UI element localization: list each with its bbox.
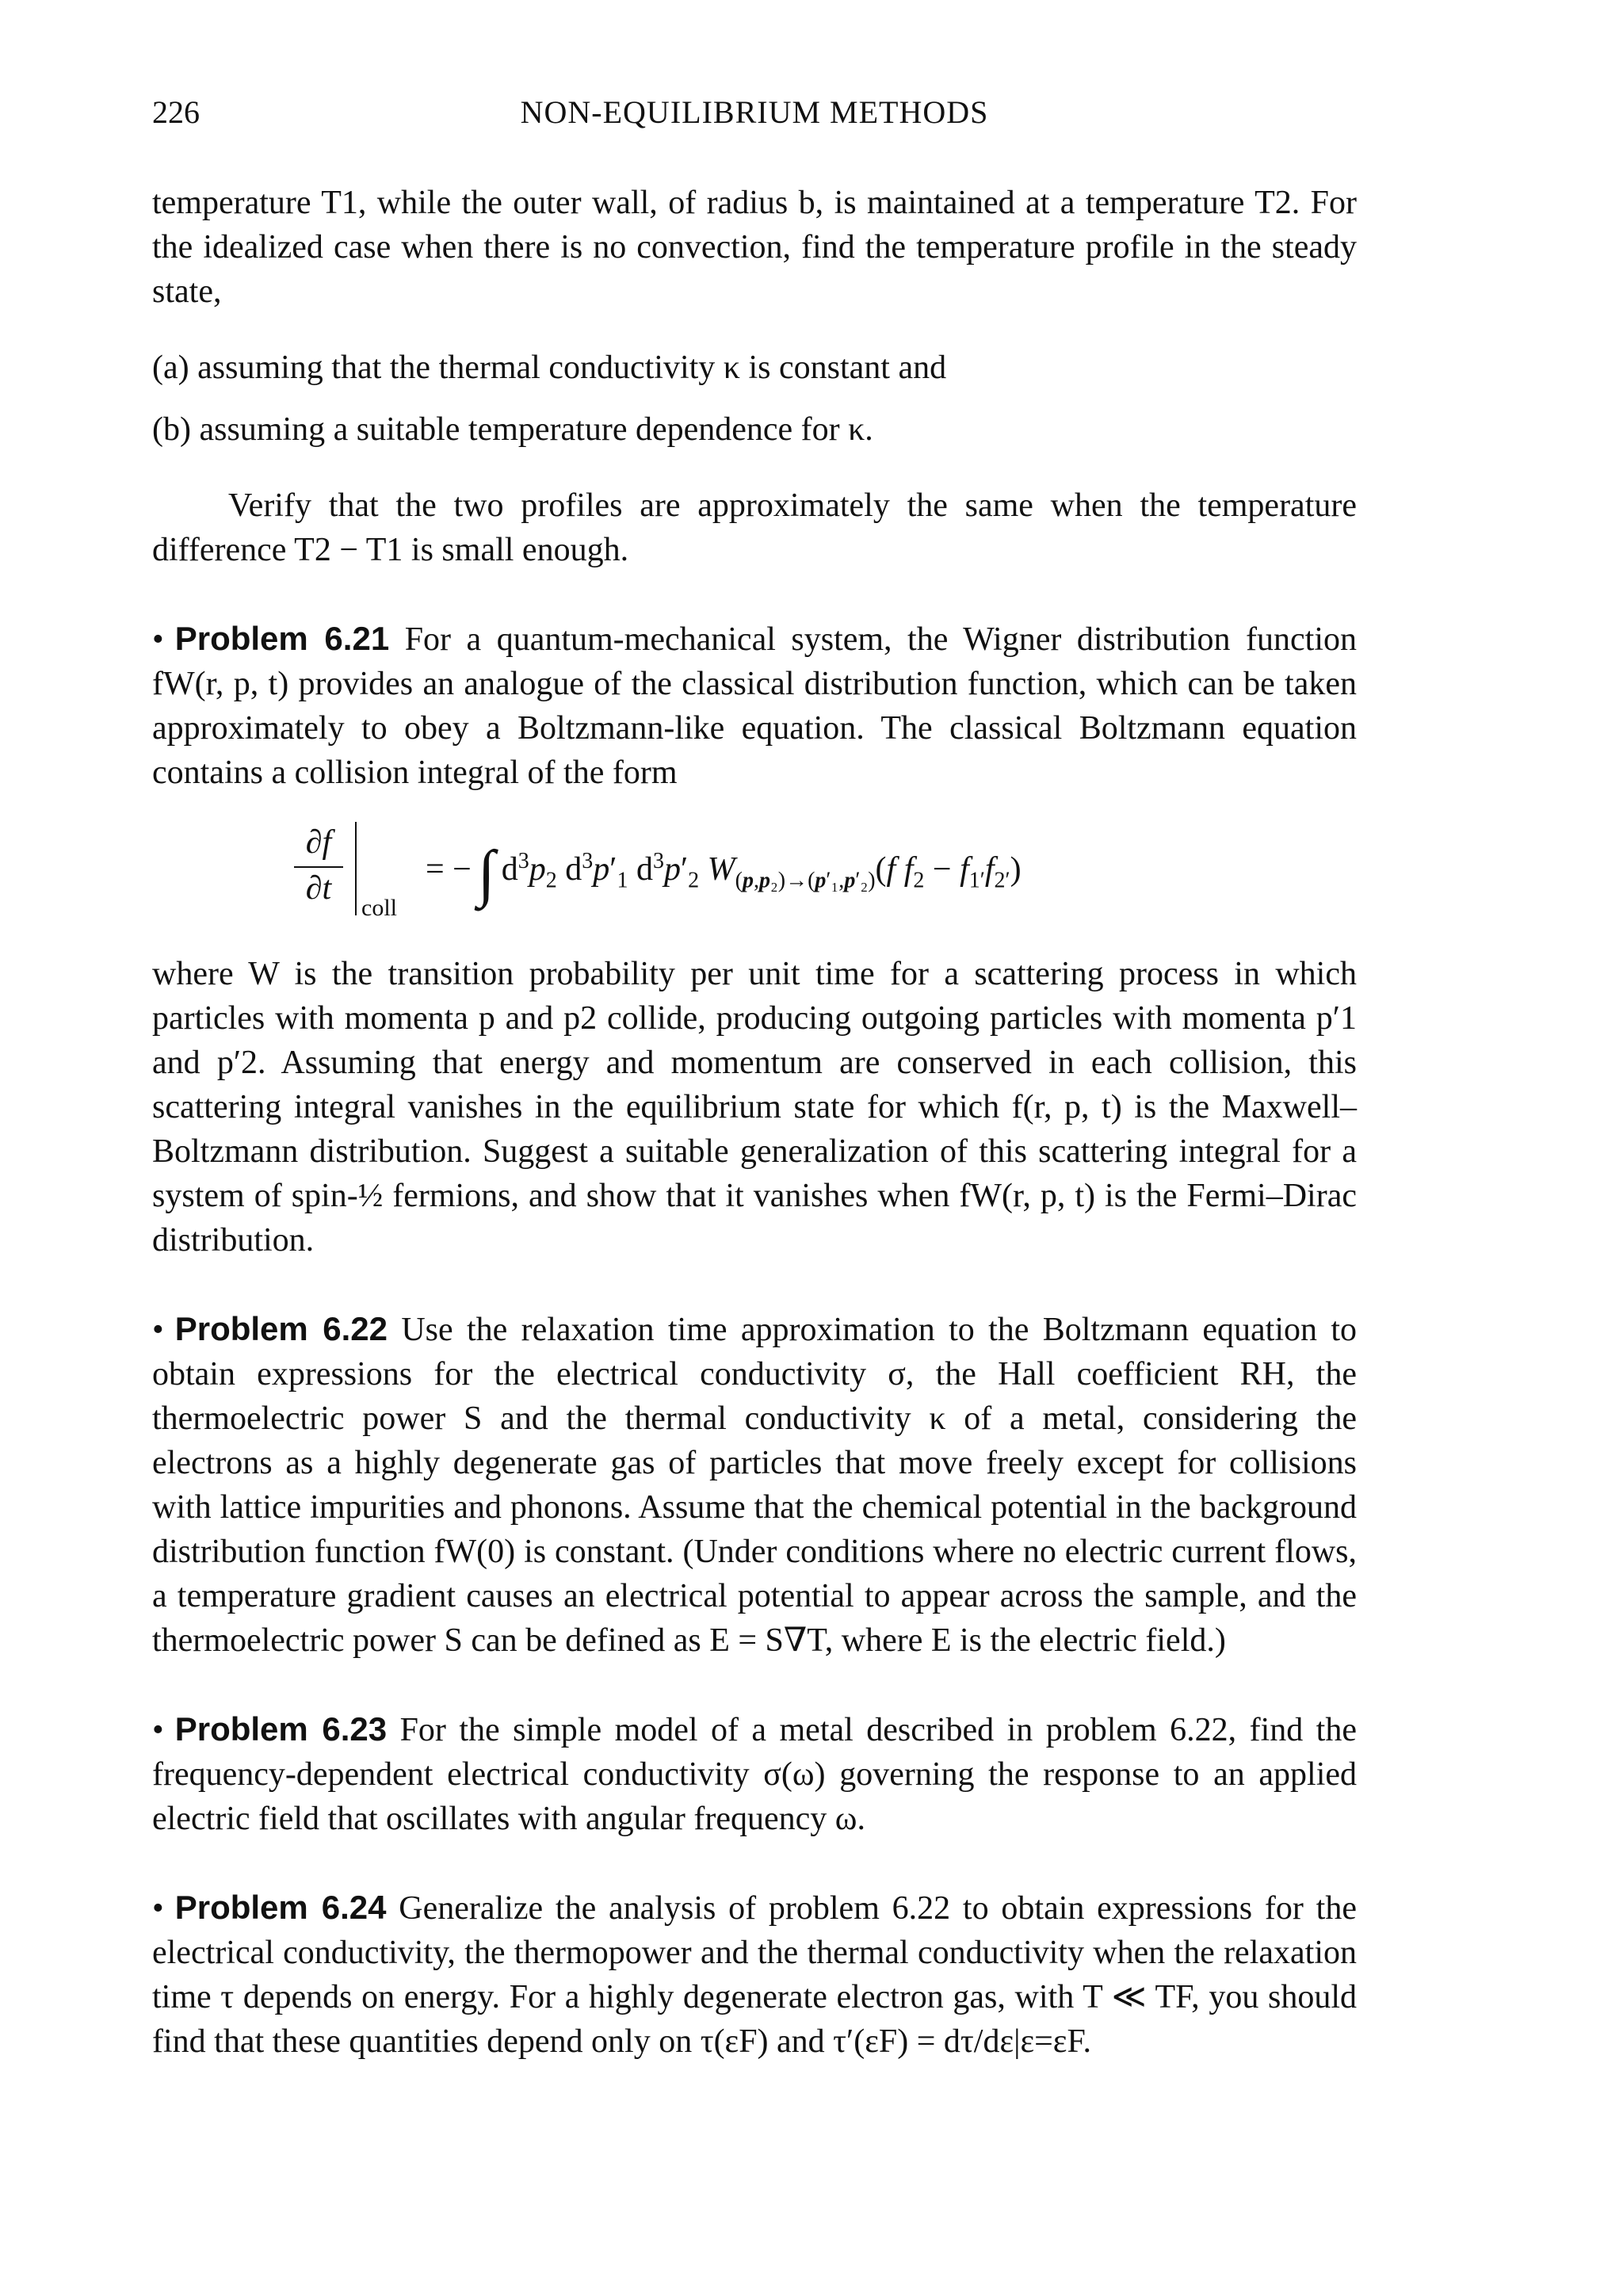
bullet-icon: • <box>152 1712 164 1748</box>
problem-label: Problem 6.24 <box>174 1889 387 1926</box>
bullet-icon: • <box>152 1312 164 1348</box>
problem-label: Problem 6.23 <box>174 1710 388 1748</box>
bullet-icon: • <box>152 621 164 658</box>
page-header <box>152 94 1357 141</box>
problem-6-24 <box>152 1885 1357 2064</box>
problem-text: Generalize the analysis of problem 6.22 to obtain expressions for the electrical conductivity, the thermopower and the thermal conductivity when the relaxation time τ depends on energy. For a highly degenerate electron gas, with T ≪ TF, you should find that these quantities depend only on τ(εF) and τ′(εF) = dτ/dε|ε=εF. <box>152 1890 1357 2060</box>
item-a: (a) assuming that the thermal conductivity κ is constant and <box>152 350 947 386</box>
problem-label: Problem 6.22 <box>174 1310 388 1347</box>
problem-text: Use the relaxation time approximation to the Boltzmann equation to obtain expressions for the electrical conductivity σ, the Hall coefficient RH, the thermoelectric power S and the thermal conductivity κ of a metal, considering the electrons as a highly degenerate gas of particles that move freely except for collisions with lattice impurities and phonons. Assume that the chemical potential in the background distribution function fW(0) is constant. (Under conditions where no electric current flows, a temperature gradient causes an electrical potential to appear across the sample, and the thermoelectric power S can be defined as E = S∇T, where E is the electric field.) <box>152 1312 1357 1659</box>
bullet-icon: • <box>152 1890 164 1927</box>
evaluation-bar <box>355 822 357 915</box>
collision-integral-equation <box>287 822 1357 925</box>
running-head: NON-EQUILIBRIUM METHODS <box>520 94 989 130</box>
problem-6-21-continuation: where W is the transition probability per unit time for a scattering process in which particles with momenta p and p2 collide, producing outgoing particles with momenta p′1 and p′2. Assuming that energy and momentum are conserved in each collision, this scattering integral vanishes in the equilibrium state for which f(r, p, t) is the Maxwell–Boltzmann distribution. Suggest a suitable generalization of this scattering integral for a system of spin-½ fermions, and show that it vanishes when fW(r, p, t) is the Fermi–Dirac distribution. <box>152 956 1357 1259</box>
verify-paragraph: Verify that the two profiles are approximately the same when the temperature difference T2 − T1 is small enough. <box>152 487 1357 568</box>
integral-sign: ∫ <box>477 839 495 908</box>
problem-6-21 <box>152 617 1357 795</box>
problem-text: For a quantum-mechanical system, the Wigner distribution function fW(r, p, t) provides an analogue of the classical distribution function, which can be taken approximately to obey a Boltzmann-like equation. The classical Boltzmann equation contains a collision integral of the form <box>152 621 1358 791</box>
equation-rhs: = − ∫ $d^3p_2$ $d^3p'_1$ $d^3p'_2$ $W_{(p,p_2)\to(p'_1,p'_2)}(f$ $f_2 - f_{1'}f_{2'}$) <box>426 839 1022 908</box>
problem-text: For the simple model of a metal described in problem 6.22, find the frequency-dependent electrical conductivity σ(ω) governing the response to an applied electric field that oscillates with angular frequency ω. <box>152 1712 1357 1837</box>
item-b: (b) assuming a suitable temperature dependence for κ. <box>152 411 873 448</box>
problem-label: Problem 6.21 <box>174 620 390 657</box>
page <box>152 94 1357 2064</box>
coll-subscript: coll <box>361 895 397 921</box>
partial-derivative-fraction: ∂f ∂t <box>287 822 350 909</box>
intro-paragraph: temperature T1, while the outer wall, of radius b, is maintained at a temperature T2. For the idealized case when there is no convection, find the temperature profile in the steady state, <box>152 185 1357 310</box>
problem-6-22 <box>152 1307 1357 1663</box>
page-number: 226 <box>152 94 200 130</box>
problem-6-23 <box>152 1707 1357 1841</box>
